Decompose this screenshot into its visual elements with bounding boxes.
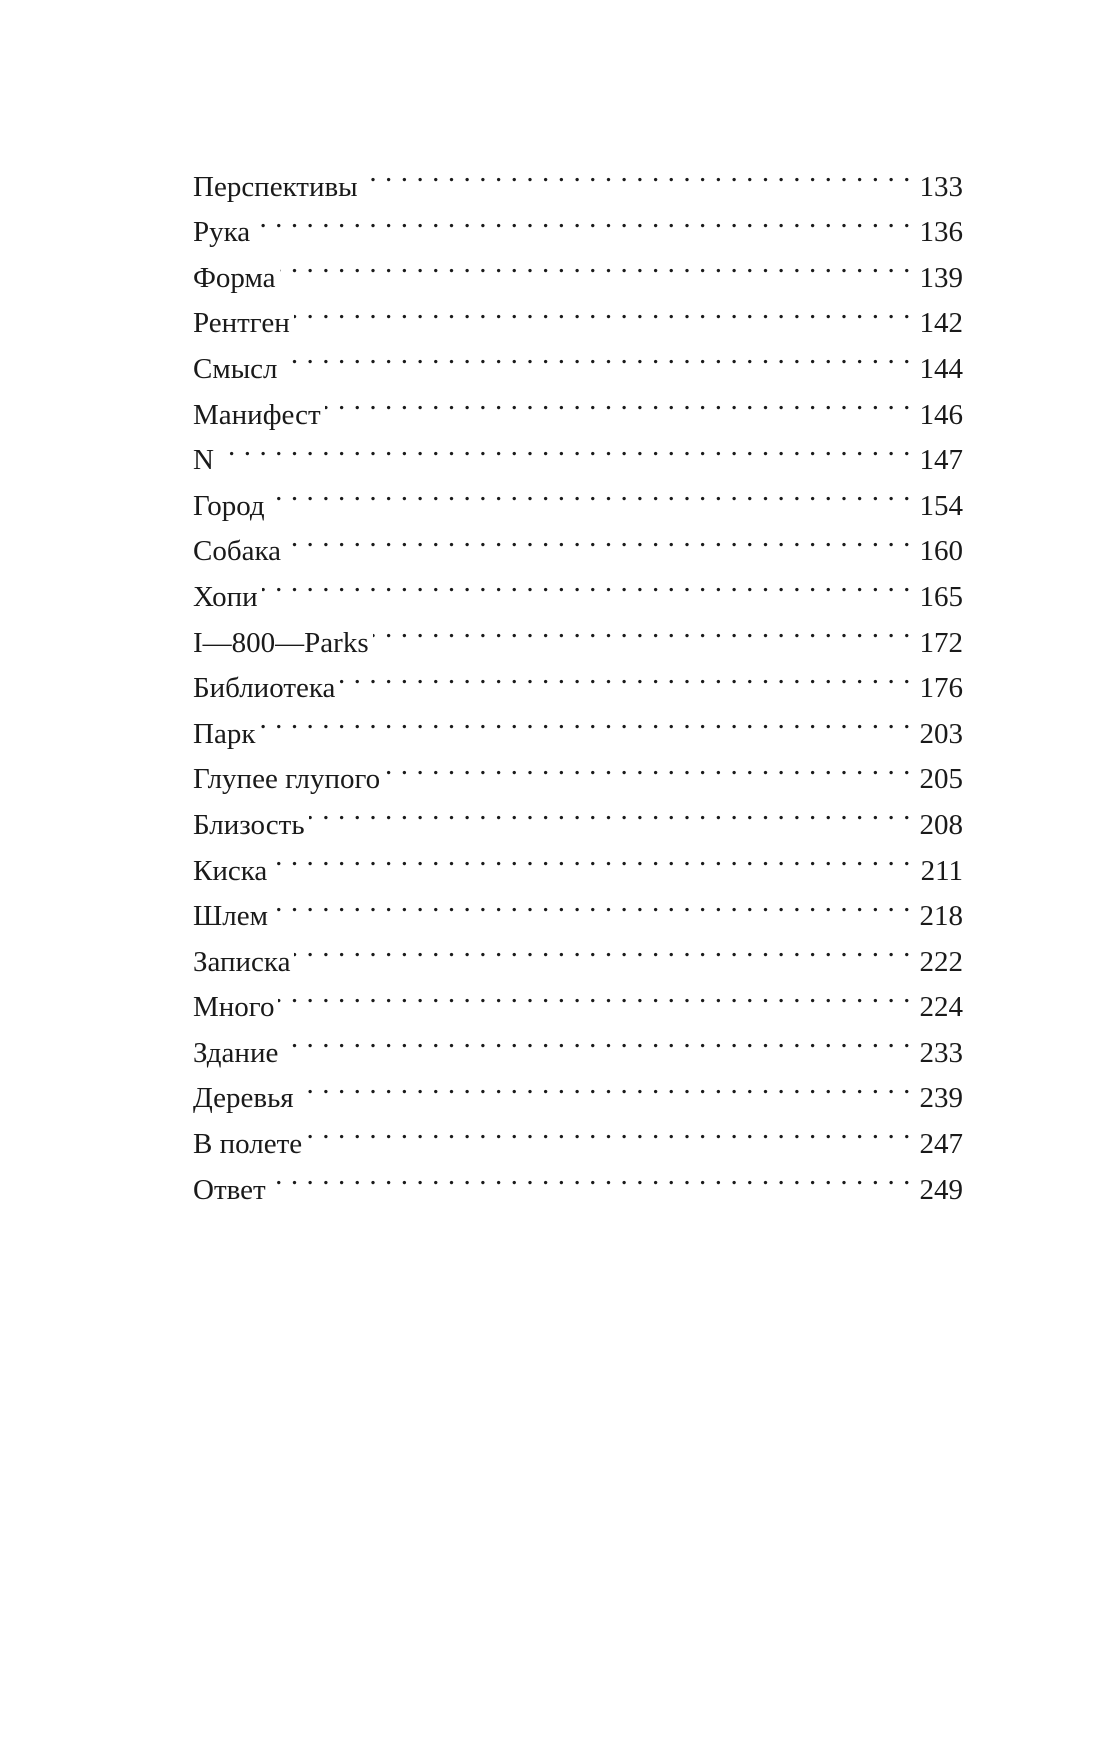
toc-entry-page: 172 <box>919 626 963 659</box>
toc-entry-page: 218 <box>919 900 963 933</box>
dot-leader <box>254 196 911 242</box>
toc-entry-title: В полете <box>193 1128 303 1161</box>
toc-entry-title: Смысл <box>193 352 278 385</box>
toc-entry <box>193 971 963 1024</box>
toc-entry <box>193 834 963 887</box>
toc-entry <box>193 1062 963 1115</box>
toc-entry <box>193 424 963 477</box>
toc-entry-title: Хопи <box>193 580 258 613</box>
dot-leader <box>339 652 911 698</box>
toc-entry-page: 247 <box>919 1128 963 1161</box>
toc-entry-page: 203 <box>919 717 963 750</box>
dot-leader <box>272 880 911 926</box>
dot-leader <box>278 971 911 1017</box>
dot-leader <box>282 332 911 378</box>
toc-entry-page: 208 <box>919 808 963 841</box>
toc-entry-page: 224 <box>919 991 963 1024</box>
toc-entry-page: 249 <box>919 1173 963 1206</box>
toc-entry <box>193 1107 963 1161</box>
toc-entry-title: Библиотека <box>193 672 336 705</box>
toc-entry <box>193 925 963 978</box>
toc-entry-title: Манифест <box>193 398 321 431</box>
dot-leader <box>373 606 911 652</box>
toc-entry-page: 146 <box>919 398 963 431</box>
toc-entry-page: 222 <box>919 945 963 978</box>
toc-entry <box>193 880 963 933</box>
toc-entry-title: Город <box>193 489 265 522</box>
dot-leader <box>294 925 911 971</box>
toc-entry-page: 136 <box>919 216 963 249</box>
dot-leader <box>309 788 911 834</box>
toc-entry-page: 144 <box>919 352 963 385</box>
dot-leader <box>262 560 911 606</box>
toc-entry-page: 239 <box>919 1082 963 1115</box>
toc-entry <box>193 697 963 750</box>
dot-leader <box>298 1062 911 1108</box>
toc-entry <box>193 1153 963 1206</box>
toc-entry-page: 176 <box>919 672 963 705</box>
dot-leader <box>306 1107 911 1153</box>
toc-entry-page: 211 <box>920 854 963 887</box>
dot-leader <box>270 1153 911 1199</box>
toc-entry-page: 139 <box>919 261 963 294</box>
dot-leader <box>384 743 911 789</box>
toc-entry <box>193 196 963 249</box>
toc-entry-title: Записка <box>193 945 291 978</box>
toc-entry-title: Рентген <box>193 307 290 340</box>
table-of-contents <box>193 150 963 1206</box>
toc-entry <box>193 469 963 522</box>
dot-leader <box>282 1016 911 1062</box>
toc-entry-title: N <box>193 444 214 477</box>
toc-entry <box>193 1016 963 1069</box>
toc-entry-title: Парк <box>193 717 256 750</box>
dot-leader <box>271 834 911 880</box>
toc-entry-title: Собака <box>193 535 281 568</box>
toc-entry-title: Много <box>193 991 275 1024</box>
toc-entry-page: 165 <box>919 580 963 613</box>
toc-entry-page: 133 <box>919 170 963 203</box>
dot-leader <box>280 241 912 287</box>
toc-entry <box>193 515 963 568</box>
toc-entry-title: Форма <box>193 261 276 294</box>
toc-entry-title: Киска <box>193 854 268 887</box>
toc-entry <box>193 606 963 659</box>
toc-entry <box>193 743 963 796</box>
toc-entry <box>193 150 963 203</box>
dot-leader <box>259 697 911 743</box>
toc-entry-title: Глупее глупого <box>193 763 381 796</box>
dot-leader <box>294 287 911 333</box>
toc-entry <box>193 378 963 431</box>
toc-entry-page: 154 <box>919 489 963 522</box>
dot-leader <box>269 469 911 515</box>
dot-leader <box>325 378 911 424</box>
toc-entry-title: I—800—Parks <box>193 626 369 659</box>
toc-entry-page: 160 <box>919 535 963 568</box>
toc-entry-title: Деревья <box>193 1082 294 1115</box>
toc-entry <box>193 287 963 340</box>
toc-entry-title: Шлем <box>193 900 268 933</box>
toc-entry <box>193 332 963 385</box>
toc-entry-title: Рука <box>193 216 251 249</box>
toc-entry-page: 142 <box>919 307 963 340</box>
dot-leader <box>362 150 911 196</box>
toc-entry-page: 205 <box>919 763 963 796</box>
toc-entry-title: Здание <box>193 1036 279 1069</box>
toc-entry-title: Близость <box>193 808 305 841</box>
toc-entry <box>193 560 963 613</box>
dot-leader <box>285 515 911 561</box>
toc-entry-title: Перспективы <box>193 170 358 203</box>
toc-entry <box>193 241 963 294</box>
dot-leader <box>218 424 911 470</box>
toc-entry-page: 147 <box>919 444 963 477</box>
toc-entry-page: 233 <box>919 1036 963 1069</box>
toc-entry <box>193 788 963 841</box>
toc-entry-title: Ответ <box>193 1173 266 1206</box>
